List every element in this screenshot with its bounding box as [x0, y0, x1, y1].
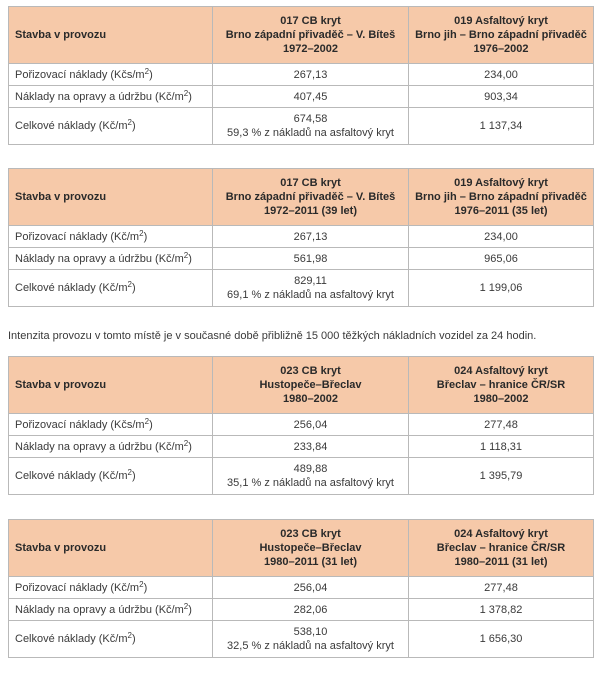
value-cell: 256,04: [213, 414, 409, 436]
row-label-end: ): [188, 90, 192, 103]
value-cell: 903,34: [409, 86, 594, 108]
row-label-cell: [9, 458, 213, 495]
total-value: 829,11: [294, 275, 327, 287]
header-label: Stavba v provozu: [15, 542, 107, 554]
total-percentage-note: 32,5 % z nákladů na asfaltový kryt: [227, 640, 394, 652]
row-label-cell: [9, 226, 213, 248]
total-value-cell: 1 137,34: [409, 108, 594, 145]
header-column-2: [409, 169, 594, 226]
row-label-end: ): [188, 440, 192, 453]
row-label: Náklady na opravy a údržbu (Kč/m: [15, 603, 184, 616]
header-line: Brno západní přivaděč – V. Bíteš: [225, 191, 396, 203]
header-line: 1980–2011 (31 let): [264, 556, 357, 568]
total-row: [9, 458, 594, 495]
header-line: 024 Asfaltový kryt: [454, 528, 548, 540]
row-label: Celkové náklady (Kč/m: [15, 120, 128, 132]
row-label-end: ): [188, 252, 192, 265]
row-label: Pořizovací náklady (Kčs/m: [15, 418, 145, 431]
row-label: Pořizovací náklady (Kčs/m: [15, 68, 145, 81]
header-label-cell: [9, 169, 213, 226]
header-line: 1980–2002: [473, 393, 529, 405]
row-label-cell: [9, 248, 213, 270]
header-label: Stavba v provozu: [15, 29, 107, 41]
value-cell: 267,13: [213, 64, 409, 86]
header-line: 023 CB kryt: [280, 365, 341, 377]
total-value: 489,88: [293, 463, 328, 475]
header-line: Brno západní přivaděč – V. Bíteš: [225, 29, 396, 41]
value-cell: 233,84: [213, 436, 409, 458]
header-line: 1972–2002: [282, 43, 339, 55]
total-value-cell: [213, 458, 409, 495]
row-label-cell: [9, 64, 213, 86]
total-row: [9, 270, 594, 307]
value-cell: 407,45: [213, 86, 409, 108]
header-line: Brno jih – Brno západní přivaděč: [415, 29, 587, 41]
total-value-cell: 1 656,30: [409, 621, 594, 658]
row-label: Pořizovací náklady (Kč/m: [15, 581, 140, 594]
row-label: Náklady na opravy a údržbu (Kč/m: [15, 252, 184, 265]
table-row: [9, 414, 594, 436]
row-label: Celkové náklady (Kč/m: [15, 633, 128, 645]
table-row: [9, 248, 594, 270]
value-cell: 965,06: [409, 248, 594, 270]
unit-superscript: 2: [183, 601, 189, 611]
traffic-intensity-note: Intenzita provozu v tomto místě je v současné době přibližně 15 000 těžkých nákladních vozidel za 24 hodin.: [8, 330, 537, 342]
value-cell: 282,06: [213, 599, 409, 621]
unit-superscript: 2: [127, 468, 132, 477]
header-line: 017 CB kryt: [280, 15, 341, 27]
unit-superscript: 2: [183, 88, 189, 98]
unit-superscript: 2: [144, 66, 150, 76]
row-label-end: ): [131, 633, 136, 645]
header-line: 1972–2011 (39 let): [264, 205, 357, 217]
table-header-row: [9, 169, 594, 226]
header-line: Hustopeče–Břeclav: [259, 379, 362, 391]
row-label: Náklady na opravy a údržbu (Kč/m: [15, 440, 184, 453]
header-line: 023 CB kryt: [280, 528, 341, 540]
total-value: 674,58: [293, 113, 328, 125]
row-label-cell: [9, 621, 213, 658]
row-label: Pořizovací náklady (Kč/m: [15, 230, 140, 243]
header-column-1: [213, 169, 409, 226]
unit-superscript: 2: [127, 118, 132, 127]
total-percentage-note: 35,1 % z nákladů na asfaltový kryt: [227, 477, 394, 489]
table-row: [9, 64, 594, 86]
cost-table-1: [8, 6, 594, 145]
total-value: 538,10: [293, 626, 328, 638]
header-column-2: [409, 357, 594, 414]
header-column-1: [213, 7, 409, 64]
row-label-end: ): [131, 470, 136, 482]
header-line: 1980–2002: [282, 393, 339, 405]
header-line: 1976–2011 (35 let): [454, 205, 548, 217]
row-label-end: ): [188, 603, 192, 616]
row-label-cell: [9, 86, 213, 108]
header-line: 024 Asfaltový kryt: [454, 365, 548, 377]
header-line: Břeclav – hranice ČR/SR: [436, 379, 566, 391]
header-line: Břeclav – hranice ČR/SR: [436, 542, 566, 554]
unit-superscript: 2: [139, 579, 144, 589]
table-row: [9, 436, 594, 458]
table-row: [9, 577, 594, 599]
value-cell: 561,98: [213, 248, 409, 270]
value-cell: 256,04: [213, 577, 409, 599]
row-label-cell: [9, 599, 213, 621]
unit-superscript: 2: [183, 438, 189, 448]
table-row: [9, 86, 594, 108]
row-label-cell: [9, 270, 213, 307]
table-header-row: [9, 7, 594, 64]
header-line: 1980–2011 (31 let): [454, 556, 548, 568]
unit-superscript: 2: [139, 228, 144, 238]
row-label-cell: [9, 414, 213, 436]
table-header-row: [9, 357, 594, 414]
value-cell: 234,00: [409, 226, 594, 248]
total-value-cell: 1 199,06: [409, 270, 594, 307]
row-label: Náklady na opravy a údržbu (Kč/m: [15, 90, 184, 103]
row-label-cell: [9, 108, 213, 145]
value-cell: 1 118,31: [409, 436, 594, 458]
header-label-cell: [9, 520, 213, 577]
row-label-cell: [9, 577, 213, 599]
value-cell: 1 378,82: [409, 599, 594, 621]
row-label: Celkové náklady (Kč/m: [15, 282, 128, 294]
cost-table-3: [8, 356, 594, 495]
unit-superscript: 2: [144, 416, 150, 426]
unit-superscript: 2: [127, 631, 132, 640]
row-label-end: ): [149, 418, 153, 431]
row-label-end: ): [131, 120, 136, 132]
table-row: [9, 599, 594, 621]
header-label: Stavba v provozu: [15, 191, 107, 203]
total-value-cell: 1 395,79: [409, 458, 594, 495]
unit-superscript: 2: [127, 280, 132, 289]
header-label: Stavba v provozu: [15, 379, 107, 391]
total-value-cell: [213, 270, 409, 307]
row-label: Celkové náklady (Kč/m: [15, 470, 128, 482]
table-row: [9, 226, 594, 248]
total-percentage-note: 69,1 % z nákladů na asfaltový kryt: [227, 289, 394, 301]
header-line: 1976–2002: [473, 43, 529, 55]
value-cell: 277,48: [409, 577, 594, 599]
total-row: [9, 108, 594, 145]
header-line: 019 Asfaltový kryt: [454, 15, 548, 27]
header-column-1: [213, 520, 409, 577]
total-row: [9, 621, 594, 658]
total-percentage-note: 59,3 % z nákladů na asfaltový kryt: [227, 127, 394, 139]
row-label-end: ): [143, 230, 148, 243]
value-cell: 277,48: [409, 414, 594, 436]
value-cell: 267,13: [213, 226, 409, 248]
header-label-cell: [9, 357, 213, 414]
cost-table-4: [8, 519, 594, 658]
row-label-cell: [9, 436, 213, 458]
total-value-cell: [213, 108, 409, 145]
table-header-row: [9, 520, 594, 577]
header-line: 019 Asfaltový kryt: [454, 177, 548, 189]
row-label-end: ): [149, 68, 153, 81]
header-line: Hustopeče–Břeclav: [259, 542, 362, 554]
header-column-1: [213, 357, 409, 414]
value-cell: 234,00: [409, 64, 594, 86]
header-label-cell: [9, 7, 213, 64]
total-value-cell: [213, 621, 409, 658]
cost-table-2: [8, 168, 594, 307]
unit-superscript: 2: [183, 250, 189, 260]
header-line: 017 CB kryt: [280, 177, 341, 189]
header-line: Brno jih – Brno západní přivaděč: [415, 191, 587, 203]
row-label-end: ): [131, 282, 136, 294]
header-column-2: [409, 7, 594, 64]
header-column-2: [409, 520, 594, 577]
row-label-end: ): [143, 581, 148, 594]
